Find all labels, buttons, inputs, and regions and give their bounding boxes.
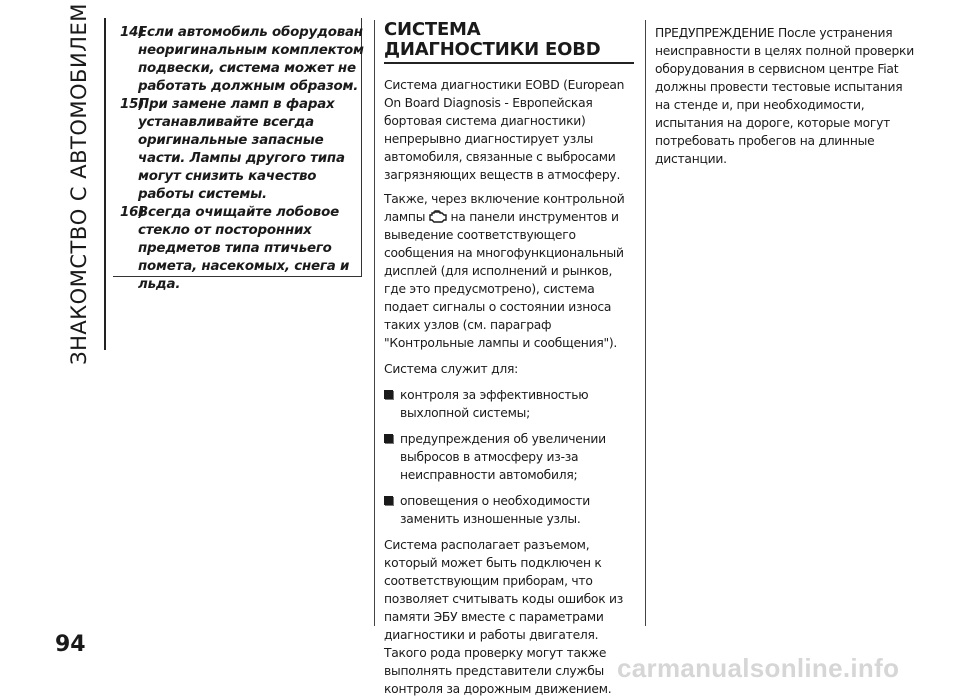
square-bullet-icon [384,390,393,399]
engine-check-icon [429,210,447,223]
paragraph-purpose: Система служит для: [384,362,518,376]
heading-underline [384,62,634,64]
list-item: контроля за эффективностью выхлопной системы; [384,386,636,422]
column-divider-left [374,20,375,626]
note-16: 16) Всегда очищайте лобовое стекло от посторонних предметов типа птичьего помета, насекомых, снега и льда. [120,204,365,294]
note-text: Всегда очищайте лобовое стекло от посторонних предметов типа птичьего помета, насекомых, снега и льда. [138,205,350,292]
note-15: 15) При замене ламп в фарах устанавливайте всегда оригинальные запасные части. Лампы другого типа могут снизить качество работы системы. [120,96,365,204]
square-bullet-icon [384,434,393,443]
paragraph-connector: Система располагает разъемом, который может быть подключен к соответствующим приборам, что позволяет считывать коды ошибок из памяти ЭБУ вместе с параметрами диагностики и работы двигателя. Такого рода проверку могут также выполнять представители службы контроля за дорожным движением. [384,538,624,696]
warning-column [655,24,915,168]
page-number: 94 [55,632,86,657]
square-bullet-icon [384,496,393,505]
note-text: Если автомобиль оборудован неоригинальным комплектом подвески, система может не работать должным образом. [138,25,364,94]
side-divider [104,18,106,350]
eobd-section [384,20,636,698]
section-heading: СИСТЕМА ДИАГНОСТИКИ EOBD [384,19,601,60]
list-item: предупреждения об увеличении выбросов в атмосферу из-за неисправности автомобиля; [384,430,636,484]
paragraph-warning-lamp: Также, через включение контрольной лампы на панели инструментов и выведение соответствующего сообщения на многофункциональный дисплей (для исполнений и рынков, где это предусмотрено), система подает сигналы о состоянии износа таких узлов (см. параграф "Контрольные лампы и сообщения"). [384,192,625,350]
note-14: 14) Если автомобиль оборудован неоригинальным комплектом подвески, система может не работать должным образом. [120,25,364,94]
paragraph-intro: Система диагностики EOBD (European On Board Diagnosis - Европейская бортовая система диагностики) непрерывно диагностирует узлы автомобиля, связанные с выбросами загрязняющих веществ в атмосферу. [384,78,625,182]
warning-text: ПРЕДУПРЕЖДЕНИЕ После устранения неисправности в целях полной проверки оборудования в сервисном центре Fiat должны провести тестовые испытания на стенде и, при необходимости, испытания на дороге, которые могут потребовать пробегов на длинные дистанции. [655,26,914,166]
side-section-title: ЗНАКОМСТВО С АВТОМОБИЛЕМ [67,3,91,365]
note-text: При замене ламп в фарах устанавливайте всегда оригинальные запасные части. Лампы другого типа могут снизить качество работы системы. [138,97,345,202]
list-item: оповещения о необходимости заменить изношенные узлы. [384,492,636,528]
column-divider-right [645,20,646,626]
watermark: carmanualsonline.info [617,653,900,683]
